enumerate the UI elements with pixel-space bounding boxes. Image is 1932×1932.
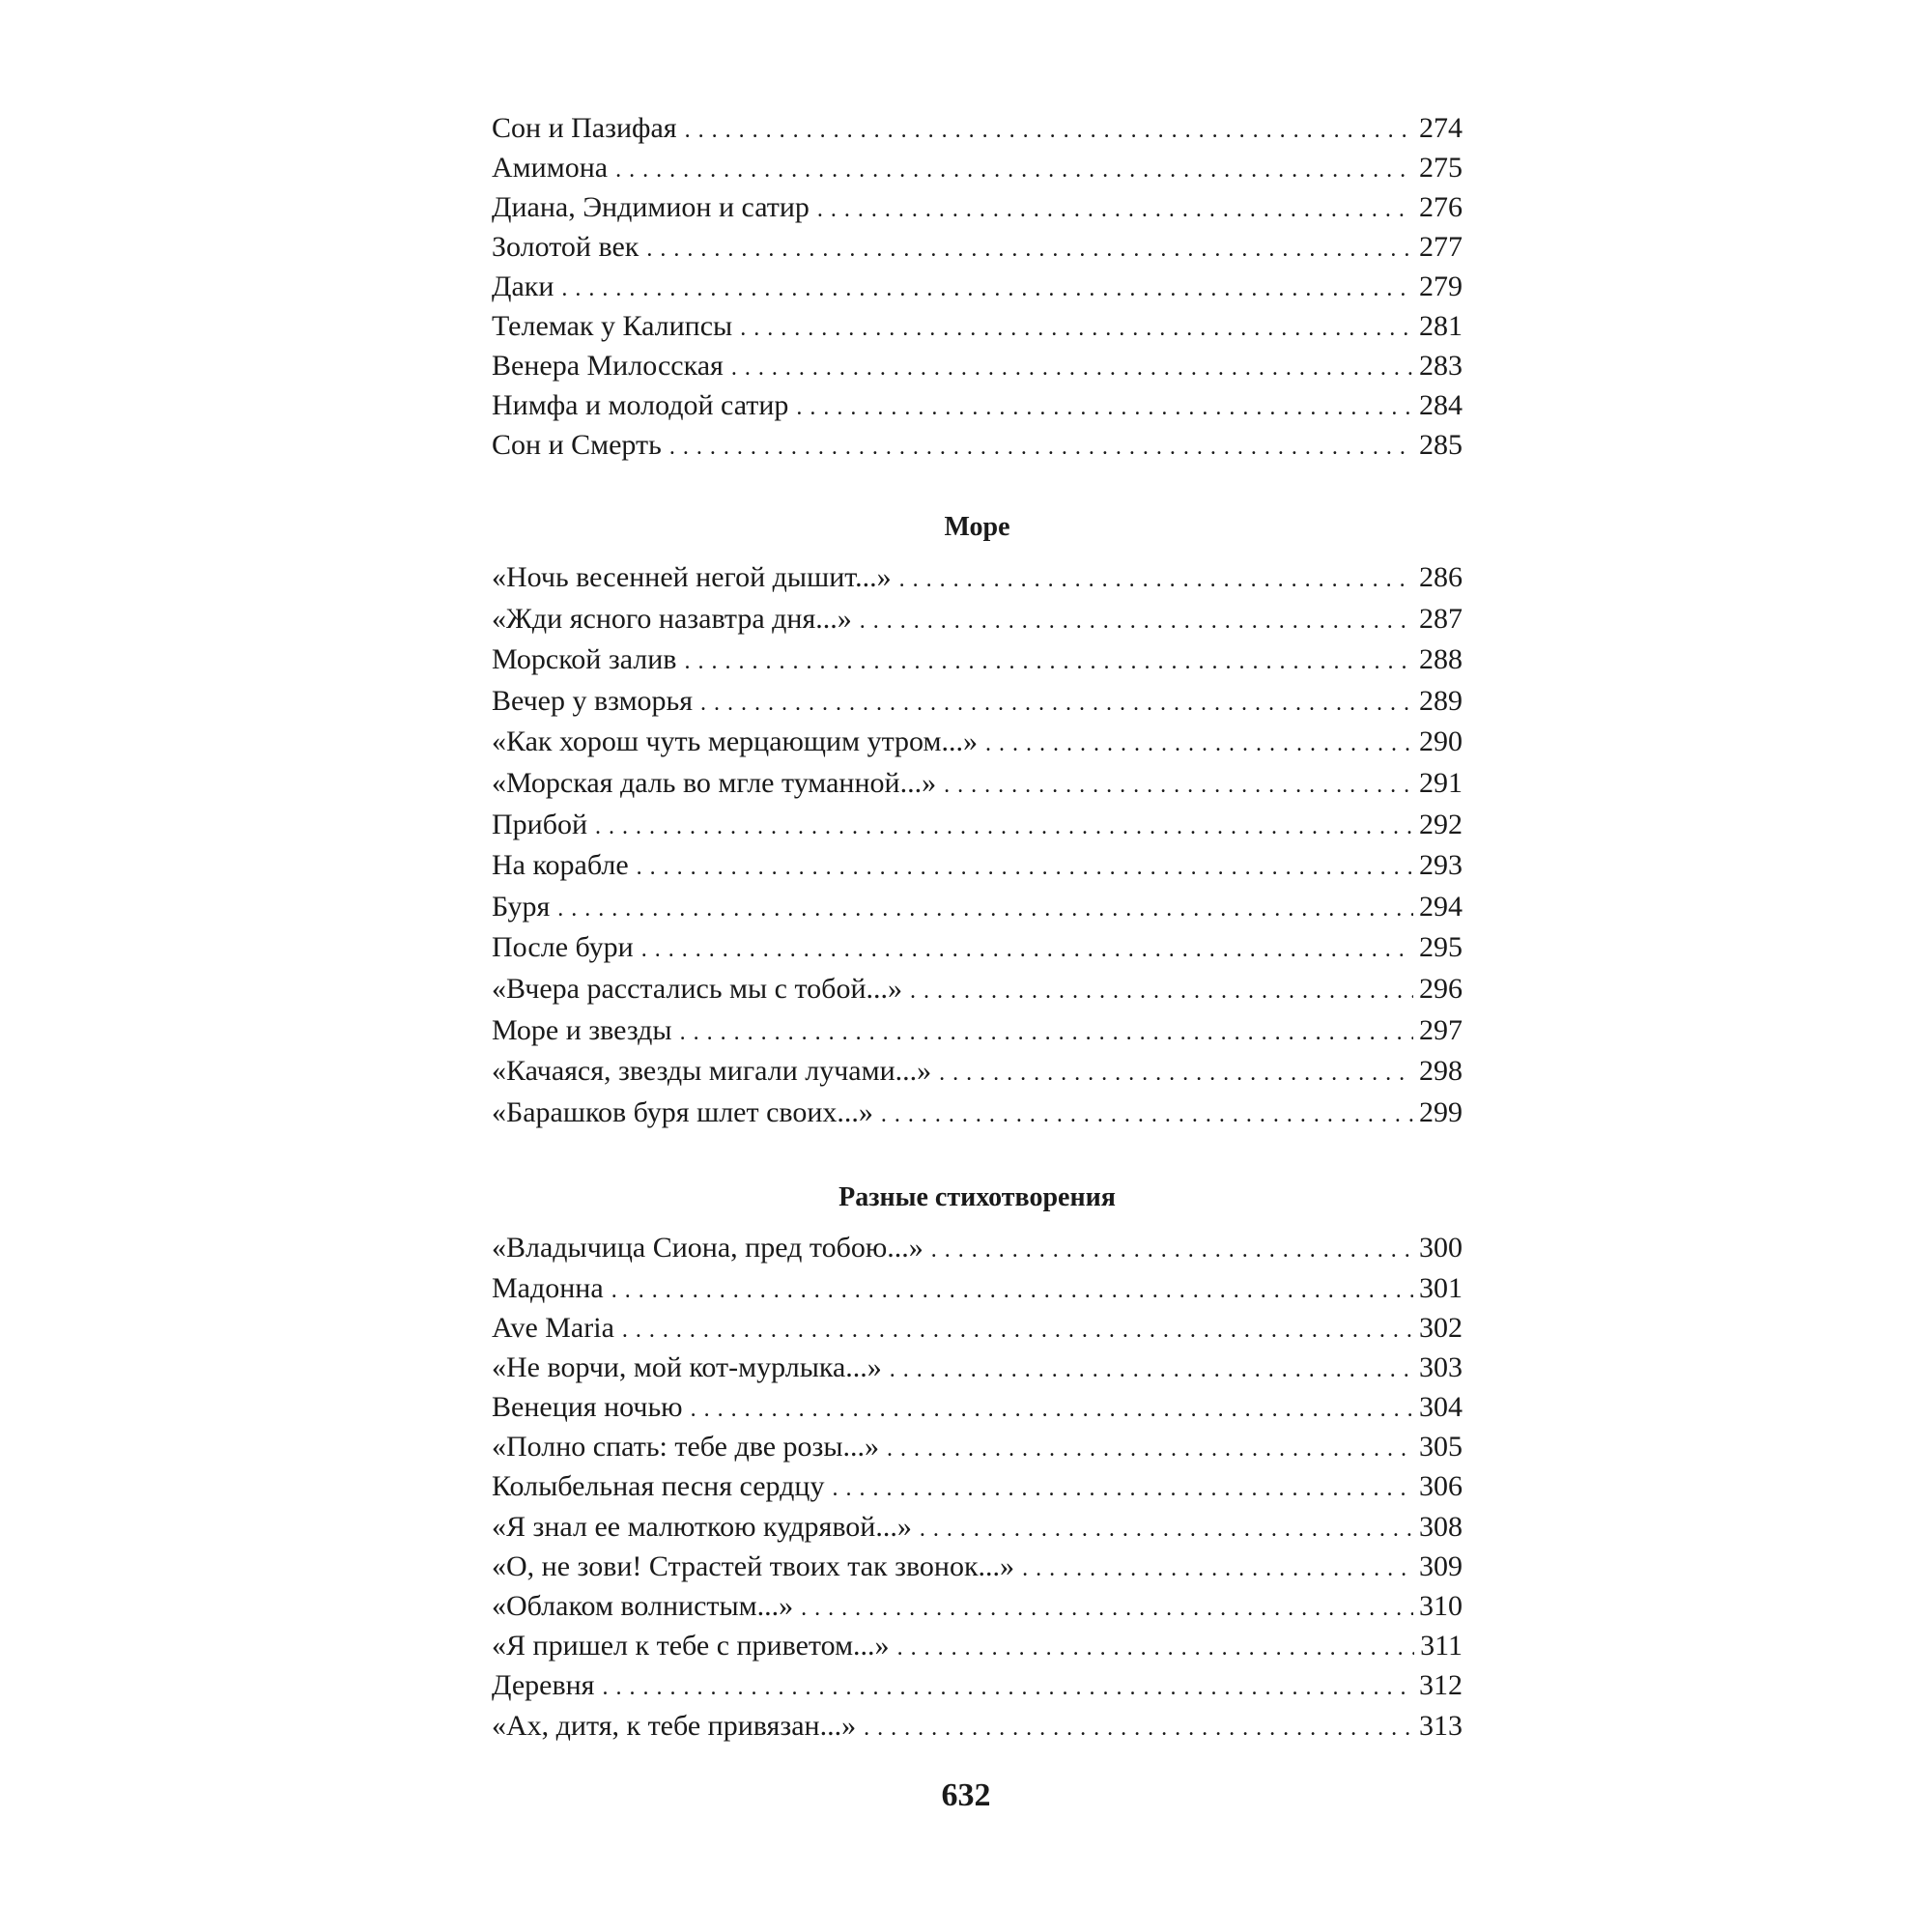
entry-page-number: 289 <box>1419 684 1463 717</box>
toc-entry <box>492 148 1463 187</box>
toc-entry <box>492 1466 1463 1506</box>
entry-page-number: 300 <box>1419 1232 1463 1264</box>
dot-leader <box>685 111 1413 151</box>
dot-leader <box>602 1668 1413 1708</box>
dot-leader <box>801 1589 1413 1629</box>
entry-title: Нимфа и молодой сатир <box>492 389 789 421</box>
entry-page-number: 274 <box>1419 112 1463 144</box>
toc-entry <box>492 1228 1463 1267</box>
entry-page-number: 291 <box>1419 766 1463 799</box>
entry-page-number: 308 <box>1419 1510 1463 1543</box>
entry-title: Море и звезды <box>492 1013 672 1046</box>
dot-leader <box>684 641 1413 683</box>
entry-title: Деревня <box>492 1669 595 1702</box>
dot-leader <box>832 1469 1413 1509</box>
entry-page-number: 311 <box>1420 1630 1463 1662</box>
toc-entry <box>492 887 1463 928</box>
entry-page-number: 286 <box>1419 561 1463 593</box>
entry-title: Морской залив <box>492 643 677 676</box>
entry-title: Венера Милосская <box>492 350 724 382</box>
dot-leader <box>897 1629 1415 1668</box>
toc-entry <box>492 346 1463 385</box>
entry-page-number: 293 <box>1419 849 1463 882</box>
toc-section-3 <box>492 1228 1463 1745</box>
dot-leader <box>910 971 1413 1012</box>
entry-page-number: 285 <box>1419 429 1463 461</box>
entry-page-number: 276 <box>1419 191 1463 223</box>
toc-entry <box>492 1051 1463 1093</box>
entry-title: «Вчера расстались мы с тобой...» <box>492 972 902 1005</box>
entry-title: Ave Maria <box>492 1311 614 1344</box>
entry-title: «Я знал ее малюткою кудрявой...» <box>492 1510 912 1543</box>
toc-entry <box>492 1507 1463 1547</box>
entry-title: «Я пришел к тебе с приветом...» <box>492 1630 890 1662</box>
entry-title: Вечер у взморья <box>492 684 694 717</box>
entry-page-number: 275 <box>1419 152 1463 184</box>
toc-entry <box>492 1665 1463 1705</box>
entry-page-number: 302 <box>1419 1311 1463 1344</box>
entry-page-number: 299 <box>1419 1095 1463 1128</box>
entry-title: «Владычица Сиона, пред тобою...» <box>492 1232 923 1264</box>
entry-title: «Морская даль во мгле туманной...» <box>492 766 937 799</box>
dot-leader <box>646 230 1413 270</box>
entry-page-number: 287 <box>1419 602 1463 635</box>
entry-page-number: 309 <box>1419 1549 1463 1582</box>
entry-title: «Ночь весенней негой дышит...» <box>492 561 892 593</box>
entry-page-number: 279 <box>1419 270 1463 302</box>
toc-section-1 <box>492 108 1463 465</box>
dot-leader <box>899 559 1413 601</box>
toc-entry <box>492 1547 1463 1586</box>
entry-title: «Полно спать: тебе две розы...» <box>492 1431 880 1463</box>
dot-leader <box>944 765 1413 807</box>
toc-entry <box>492 599 1463 640</box>
toc-entry <box>492 1427 1463 1466</box>
toc-entry <box>492 425 1463 465</box>
dot-leader <box>890 1350 1413 1390</box>
section-heading-various-poems: Разные стихотворения <box>838 1182 1116 1213</box>
toc-entry <box>492 1308 1463 1348</box>
entry-title: На корабле <box>492 849 629 882</box>
entry-page-number: 304 <box>1419 1391 1463 1424</box>
dot-leader <box>680 1012 1413 1054</box>
entry-page-number: 301 <box>1419 1271 1463 1304</box>
entry-page-number: 277 <box>1419 231 1463 263</box>
entry-title: «Барашков буря шлет своих...» <box>492 1095 873 1128</box>
toc-entry <box>492 1387 1463 1427</box>
entry-page-number: 305 <box>1419 1431 1463 1463</box>
entry-page-number: 283 <box>1419 350 1463 382</box>
entry-title: «Не ворчи, мой кот-мурлыка...» <box>492 1350 882 1383</box>
toc-entry <box>492 1706 1463 1746</box>
entry-page-number: 306 <box>1419 1470 1463 1503</box>
toc-entry <box>492 227 1463 267</box>
entry-page-number: 298 <box>1419 1055 1463 1088</box>
entry-page-number: 290 <box>1419 725 1463 758</box>
dot-leader <box>622 1311 1413 1350</box>
toc-entry <box>492 639 1463 681</box>
toc-entry <box>492 557 1463 599</box>
dot-leader <box>561 270 1413 309</box>
entry-page-number: 310 <box>1419 1590 1463 1622</box>
entry-title: Венеция ночью <box>492 1391 683 1424</box>
entry-page-number: 284 <box>1419 389 1463 421</box>
dot-leader <box>740 309 1413 349</box>
dot-leader <box>1022 1549 1413 1589</box>
entry-title: Даки <box>492 270 554 302</box>
entry-title: «Как хорош чуть мерцающим утром...» <box>492 725 978 758</box>
dot-leader <box>637 847 1413 889</box>
section-heading-sea: Море <box>944 512 1010 542</box>
dot-leader <box>881 1094 1413 1136</box>
dot-leader <box>595 807 1413 848</box>
dot-leader <box>700 683 1413 724</box>
entry-page-number: 288 <box>1419 643 1463 676</box>
entry-title: Мадонна <box>492 1271 604 1304</box>
table-of-contents <box>492 108 1463 1746</box>
toc-entry <box>492 306 1463 346</box>
entry-title: «Ах, дитя, к тебе привязан...» <box>492 1709 857 1742</box>
toc-entry <box>492 763 1463 805</box>
dot-leader <box>931 1231 1413 1270</box>
entry-page-number: 303 <box>1419 1350 1463 1383</box>
entry-title: Телемак у Калипсы <box>492 310 733 342</box>
entry-page-number: 294 <box>1419 890 1463 923</box>
dot-leader <box>796 388 1413 428</box>
toc-entry <box>492 927 1463 969</box>
dot-leader <box>860 601 1413 642</box>
dot-leader <box>557 889 1413 930</box>
dot-leader <box>985 724 1413 765</box>
entry-title: «О, не зови! Страстей твоих так звонок...» <box>492 1549 1015 1582</box>
entry-title: Золотой век <box>492 231 639 263</box>
entry-title: Сон и Смерть <box>492 429 662 461</box>
entry-page-number: 292 <box>1419 808 1463 840</box>
entry-title: Колыбельная песня сердцу <box>492 1470 825 1503</box>
page-number-folio: 632 <box>941 1777 991 1813</box>
toc-entry <box>492 1010 1463 1052</box>
entry-title: Амимона <box>492 152 609 184</box>
toc-entry <box>492 1268 1463 1308</box>
entry-title: «Жди ясного назавтра дня...» <box>492 602 852 635</box>
toc-entry <box>492 1093 1463 1134</box>
dot-leader <box>611 1271 1413 1311</box>
dot-leader <box>939 1053 1413 1094</box>
toc-entry <box>492 1586 1463 1626</box>
toc-entry <box>492 805 1463 846</box>
dot-leader <box>887 1430 1413 1469</box>
toc-section-2 <box>492 557 1463 1133</box>
entry-page-number: 312 <box>1419 1669 1463 1702</box>
toc-entry <box>492 1626 1463 1665</box>
entry-page-number: 295 <box>1419 931 1463 964</box>
entry-page-number: 296 <box>1419 972 1463 1005</box>
dot-leader <box>864 1709 1413 1748</box>
dot-leader <box>615 151 1413 190</box>
toc-entry <box>492 681 1463 723</box>
entry-title: Буря <box>492 890 551 923</box>
entry-page-number: 297 <box>1419 1013 1463 1046</box>
toc-entry <box>492 969 1463 1010</box>
dot-leader <box>641 929 1413 971</box>
entry-page-number: 313 <box>1419 1709 1463 1742</box>
entry-title: Сон и Пазифая <box>492 112 677 144</box>
toc-entry <box>492 722 1463 763</box>
toc-entry <box>492 385 1463 425</box>
toc-entry <box>492 187 1463 227</box>
dot-leader <box>920 1510 1413 1549</box>
dot-leader <box>691 1390 1413 1430</box>
entry-title: Прибой <box>492 808 588 840</box>
toc-entry <box>492 108 1463 148</box>
entry-title: «Качаяся, звезды мигали лучами...» <box>492 1055 932 1088</box>
toc-entry <box>492 1348 1463 1387</box>
dot-leader <box>817 190 1413 230</box>
toc-entry <box>492 267 1463 306</box>
entry-page-number: 281 <box>1419 310 1463 342</box>
dot-leader <box>669 428 1413 468</box>
entry-title: «Облаком волнистым...» <box>492 1590 794 1622</box>
dot-leader <box>731 349 1413 388</box>
entry-title: После бури <box>492 931 634 964</box>
toc-entry <box>492 845 1463 887</box>
entry-title: Диана, Эндимион и сатир <box>492 191 810 223</box>
